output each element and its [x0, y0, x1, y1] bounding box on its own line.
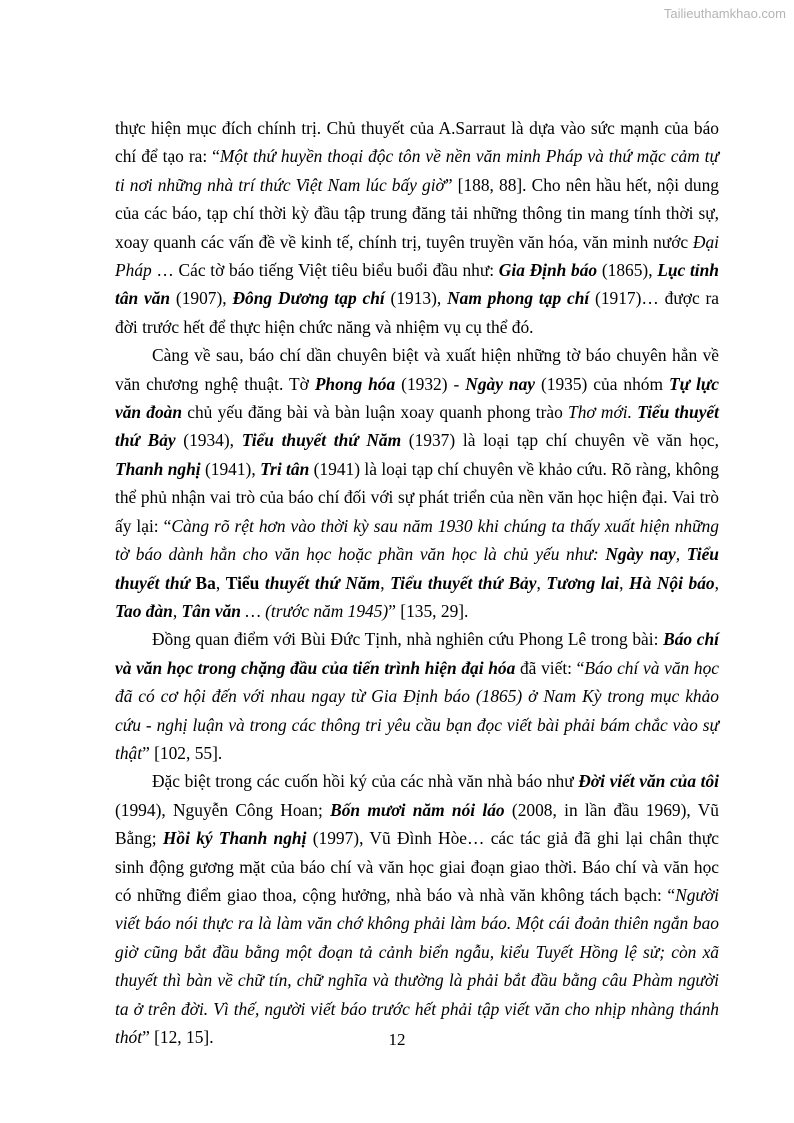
text-run: thực hiện mục đích chính trị. Chủ thuyết của A.Sarraut là dựa vào sức mạnh của báo chí để tạo ra: “	[115, 118, 719, 167]
emphasis-text: Đời viết văn của tôi	[578, 771, 719, 792]
paragraph	[115, 114, 719, 341]
emphasis-text: Tiểu thuyết thứ Bảy	[390, 572, 537, 593]
emphasis-text: Gia Định báo	[498, 260, 598, 281]
emphasis-text: Tiểu thuyết thứ Năm	[241, 430, 402, 451]
emphasis-text: Tân văn	[181, 600, 241, 621]
emphasis-text: Tiểu thuyết thứ	[115, 544, 719, 593]
emphasis-text: Tương lai	[546, 572, 620, 593]
emphasis-text: Phong hóa	[314, 373, 396, 394]
text-run: ” [12, 15].	[142, 1027, 214, 1047]
text-run: ” [135, 29].	[388, 600, 469, 621]
text-run: ,	[536, 572, 547, 593]
emphasis-text: Càng rõ rệt hơn vào thời kỳ sau năm 1930 khi chúng ta thấy xuất hiện những tờ báo dành hẳn cho văn học hoặc phần văn học là chủ yếu như:	[115, 515, 719, 565]
emphasis-text: Thơ mới.	[568, 402, 632, 423]
text-run: (1941),	[200, 458, 261, 479]
emphasis-text: Báo chí và văn học trong chặng đầu của tiến trình hiện đại hóa	[115, 629, 719, 678]
paragraph	[115, 625, 719, 767]
emphasis-text: Bốn mươi năm nói láo	[330, 799, 505, 820]
emphasis-text: Ba	[189, 572, 216, 593]
text-run: (1907),	[170, 288, 233, 309]
text-run: (1997), Vũ Đình Hòe… các tác giả đã ghi lại chân thực sinh động gương mặt của báo chí và văn học giai đoạn giao thời. Báo chí và văn học có những điểm giao thoa, cộng hưởng, nhà báo và nhà văn không tách bạch: “	[115, 828, 719, 905]
emphasis-text: ,	[675, 544, 687, 565]
text-run: ,	[172, 600, 182, 621]
emphasis-text: … (trước năm 1945)	[240, 600, 389, 621]
text-run: (1913),	[384, 288, 448, 309]
emphasis-text: Một thứ huyền thoại độc tôn về nền văn minh Pháp và thứ mặc cảm tự ti nơi những nhà trí thức Việt Nam lúc bấy giờ	[115, 146, 719, 195]
text-run: (1937) là loại tạp chí chuyên về văn học,	[401, 430, 719, 451]
text-run: Đặc biệt trong các cuốn hồi ký của các nhà văn nhà báo như	[152, 771, 579, 792]
emphasis-text: Ngày nay	[605, 544, 676, 565]
text-run: (1935) của nhóm	[535, 373, 669, 394]
watermark-text: Tailieuthamkhao.com	[663, 6, 786, 21]
emphasis-text: Tri tân	[260, 458, 310, 479]
paragraph	[115, 341, 719, 625]
emphasis-text: Thanh nghị	[115, 458, 201, 479]
emphasis-text: Người viết báo nói thực ra là làm văn chớ không phải làm báo. Một cái đoản thiên ngắn bao giờ cũng bắt đầu bằng một đoạn tả cảnh biển ngẫu, kiểu Tuyết Hồng lệ sử; còn xã thuyết thì bàn về chữ tín, chữ nghĩa và thường là phải bắt đầu bằng câu Phàm người ta ở trên đời. Vì thế, người viết báo trước hết phải tập viết văn cho nhịp nhàng thánh thót	[115, 884, 719, 1047]
emphasis-text: Nam phong tạp chí	[447, 288, 590, 309]
emphasis-text: Đại Pháp	[115, 231, 719, 281]
emphasis-text: Tự lực văn đoàn	[115, 373, 719, 423]
text-run: ,	[714, 572, 719, 593]
text-run: (1941) là loại tạp chí chuyên về khảo cứu. Rõ ràng, không thể phủ nhận vai trò của báo chí đối với sự phát triển của nền văn học hiện đại. Vai trò ấy lại: “	[115, 458, 719, 536]
emphasis-text: Ngày nay	[465, 373, 535, 394]
text-run: ,	[619, 572, 630, 593]
text-run: (1917)… được ra đời trước hết để thực hiện chức năng và nhiệm vụ cụ thể đó.	[115, 288, 719, 337]
text-run: ” [188, 88]. Cho nên hầu hết, nội dung của các báo, tạp chí thời kỳ đầu tập trung đăng tải những thông tin mang tính thời sự, xoay quanh các vấn đề về kinh tế, chính trị, tuyên truyền văn hóa, văn minh nước	[115, 174, 719, 252]
text-run: ,	[380, 572, 391, 593]
emphasis-text: Hà Nội báo	[629, 572, 715, 593]
emphasis-text: Lục tỉnh tân văn	[115, 260, 719, 309]
text-run: (1932) -	[395, 373, 466, 394]
emphasis-text: Báo chí và văn học đã có cơ hội đến với nhau ngay từ Gia Định báo (1865) ở Nam Kỳ trong mục khảo cứu - nghị luận và trong các thông tri yêu cầu bạn đọc viết bài phải bám chắc vào sự thật	[115, 657, 719, 763]
emphasis-text: Tiểu thuyết thứ Bảy	[115, 402, 719, 451]
text-run: (1934),	[175, 430, 242, 451]
text-run: Càng về sau, báo chí dần chuyên biệt và xuất hiện những tờ báo chuyên hẳn về văn chương nghệ thuật. Tờ	[115, 345, 719, 394]
text-run: ” [102, 55].	[142, 742, 223, 763]
text-run: chủ yếu đăng bài và bàn luận xoay quanh phong trào	[182, 402, 569, 423]
text-run: Đồng quan điểm với Bùi Đức Tịnh, nhà nghiên cứu Phong Lê trong bài:	[152, 629, 664, 650]
emphasis-text: thuyết thứ Năm	[259, 572, 381, 593]
document-body	[115, 114, 719, 1051]
page-number: 12	[388, 1030, 406, 1049]
text-run: ,	[215, 572, 226, 593]
emphasis-text: Tiểu	[225, 572, 260, 593]
emphasis-text: Hồi ký Thanh nghị	[162, 828, 307, 849]
paragraph	[115, 767, 719, 1051]
emphasis-text: Tao đàn	[115, 600, 173, 621]
text-run: (2008, in lần đầu 1969), Vũ Bằng;	[115, 799, 719, 849]
text-run: … Các tờ báo tiếng Việt tiêu biểu buổi đầu như:	[151, 260, 499, 281]
text-run: (1865),	[597, 260, 658, 281]
emphasis-text: Đông Dương tạp chí	[232, 288, 385, 309]
text-run: (1994), Nguyễn Công Hoan;	[115, 799, 331, 820]
text-run: đã viết: “	[515, 657, 585, 678]
